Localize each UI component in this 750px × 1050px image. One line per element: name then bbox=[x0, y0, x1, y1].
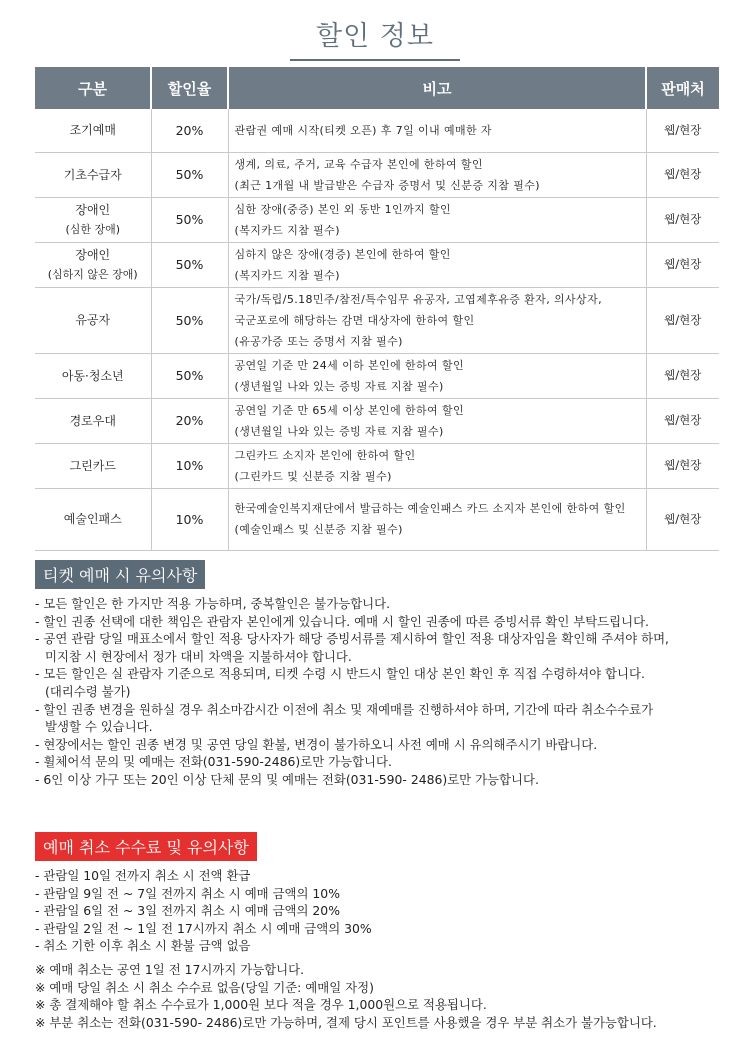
row-category bbox=[35, 109, 151, 152]
cancel-fee-item: - 관람일 6일 전 ~ 3일 전까지 취소 시 예매 금액의 20% bbox=[35, 903, 340, 919]
row-category bbox=[35, 398, 151, 443]
notice-item: - 모든 할인은 한 가지만 적용 가능하며, 중복할인은 불가능합니다. bbox=[35, 596, 391, 611]
table-row bbox=[35, 109, 719, 152]
header-shop: 판매처 bbox=[646, 67, 719, 109]
row-note bbox=[228, 398, 646, 443]
row-category-label: 조기예매 bbox=[69, 123, 116, 138]
table-row bbox=[35, 488, 719, 550]
row-note-line: (그린카드 및 신분증 지참 필수) bbox=[234, 469, 392, 483]
row-note-line: (복지카드 지참 필수) bbox=[234, 268, 340, 282]
row-category bbox=[35, 353, 151, 398]
row-category bbox=[35, 242, 151, 287]
table-row bbox=[35, 152, 719, 197]
ticket-notice-heading: 티켓 예매 시 유의사항 bbox=[35, 560, 205, 589]
row-note bbox=[228, 197, 646, 242]
row-note bbox=[228, 443, 646, 488]
page-title-wrap bbox=[0, 14, 750, 61]
row-shop: 웹/현장 bbox=[646, 242, 719, 287]
discount-table bbox=[35, 67, 719, 551]
row-rate: 50% bbox=[151, 197, 228, 242]
row-note-line: (생년월일 나와 있는 증빙 자료 지참 필수) bbox=[234, 424, 444, 438]
notice-item: 미지참 시 현장에서 정가 대비 차액을 지불하셔야 합니다. bbox=[45, 648, 352, 664]
row-rate: 50% bbox=[151, 152, 228, 197]
row-shop: 웹/현장 bbox=[646, 197, 719, 242]
row-category bbox=[35, 443, 151, 488]
row-note-line: 공연일 기준 만 65세 이상 본인에 한하여 할인 bbox=[234, 403, 465, 417]
row-category-label: 장애인 bbox=[75, 247, 111, 262]
row-rate: 50% bbox=[151, 353, 228, 398]
header-note: 비고 bbox=[228, 67, 646, 109]
row-category-label: 장애인 bbox=[75, 202, 111, 217]
cancel-heading: 예매 취소 수수료 및 유의사항 bbox=[35, 832, 257, 861]
table-row bbox=[35, 287, 719, 353]
ticket-notice-section bbox=[35, 560, 735, 789]
row-category-label: 유공자 bbox=[75, 313, 111, 327]
row-category-sub: (심하지 않은 장애) bbox=[47, 267, 138, 281]
cancel-section bbox=[35, 832, 735, 1031]
page-title: 할인 정보 bbox=[290, 14, 460, 61]
notice-item: - 모든 할인은 실 관람자 기준으로 적용되며, 티켓 수령 시 반드시 할인 대상 본인 확인 후 직접 수령하셔야 합니다. bbox=[35, 666, 645, 682]
row-shop: 웹/현장 bbox=[646, 488, 719, 550]
notice-item: (대리수령 불가) bbox=[45, 683, 131, 699]
row-category-label: 아동·청소년 bbox=[61, 368, 124, 383]
row-rate: 20% bbox=[151, 109, 228, 152]
row-note-line: 공연일 기준 만 24세 이하 본인에 한하여 할인 bbox=[234, 358, 465, 372]
row-note-line: 국가/독립/5.18민주/참전/특수임무 유공자, 고엽제후유증 환자, 의사상자, bbox=[234, 292, 602, 306]
row-shop: 웹/현장 bbox=[646, 443, 719, 488]
notice-item: - 휠체어석 문의 및 예매는 전화(031-590-2486)로만 가능합니다. bbox=[35, 754, 392, 770]
notice-item: - 할인 권종 변경을 원하실 경우 취소마감시간 이전에 취소 및 재예매를 진행하셔야 하며, 기간에 따라 취소수수료가 bbox=[35, 701, 654, 717]
row-category-label: 예술인패스 bbox=[63, 512, 122, 526]
row-note-line: 심하지 않은 장애(경증) 본인에 한하여 할인 bbox=[234, 247, 451, 261]
row-shop: 웹/현장 bbox=[646, 109, 719, 152]
cancel-notes-list bbox=[35, 961, 735, 1031]
cancel-note-item: ※ 총 결제해야 할 취소 수수료가 1,000원 보다 적을 경우 1,000원으로 적용됩니다. bbox=[35, 997, 487, 1013]
row-shop: 웹/현장 bbox=[646, 398, 719, 443]
row-category bbox=[35, 152, 151, 197]
cancel-note-item: ※ 예매 당일 취소 시 취소 수수료 없음(당일 기준: 예매일 자정) bbox=[35, 979, 374, 995]
row-note bbox=[228, 287, 646, 353]
row-rate: 10% bbox=[151, 443, 228, 488]
row-note bbox=[228, 109, 646, 152]
notice-item: - 공연 관람 당일 매표소에서 할인 적용 당사자가 해당 증빙서류를 제시하여 할인 적용 대상자임을 확인해 주셔야 하며, bbox=[35, 631, 669, 647]
cancel-fee-item: - 관람일 9일 전 ~ 7일 전까지 취소 시 예매 금액의 10% bbox=[35, 885, 340, 901]
cancel-fee-item: - 취소 기한 이후 취소 시 환불 금액 없음 bbox=[35, 938, 251, 954]
row-category-sub: (심한 장애) bbox=[65, 222, 121, 236]
row-note bbox=[228, 353, 646, 398]
row-category-label: 경로우대 bbox=[69, 413, 116, 428]
row-category-label: 기초수급자 bbox=[63, 167, 122, 182]
row-note-line: 생계, 의료, 주거, 교육 수급자 본인에 한하여 할인 bbox=[234, 157, 483, 171]
row-rate: 20% bbox=[151, 398, 228, 443]
row-category bbox=[35, 197, 151, 242]
row-note-line: (복지카드 지참 필수) bbox=[234, 223, 340, 237]
cancel-note-item: ※ 부분 취소는 전화(031-590- 2486)로만 가능하며, 결제 당시 포인트를 사용했을 경우 부분 취소가 불가능합니다. bbox=[35, 1014, 657, 1030]
table-row bbox=[35, 353, 719, 398]
notice-item: 발생할 수 있습니다. bbox=[45, 719, 153, 735]
cancel-fee-item: - 관람일 2일 전 ~ 1일 전 17시까지 취소 시 예매 금액의 30% bbox=[35, 920, 372, 936]
row-note-line: (최근 1개월 내 발급받은 수급자 증명서 및 신분증 지참 필수) bbox=[234, 178, 540, 192]
row-note-line: 그린카드 소지자 본인에 한하여 할인 bbox=[234, 448, 416, 462]
table-row bbox=[35, 398, 719, 443]
row-note-line: 심한 장애(중증) 본인 외 동반 1인까지 할인 bbox=[234, 202, 452, 216]
row-rate: 10% bbox=[151, 488, 228, 550]
row-note-line: 국군포로에 해당하는 감면 대상자에 한하여 할인 bbox=[234, 313, 475, 327]
row-category bbox=[35, 287, 151, 353]
row-note-line: (생년월일 나와 있는 증빙 자료 지참 필수) bbox=[234, 379, 444, 393]
row-rate: 50% bbox=[151, 287, 228, 353]
row-rate: 50% bbox=[151, 242, 228, 287]
table-row bbox=[35, 443, 719, 488]
table-row bbox=[35, 197, 719, 242]
table-row bbox=[35, 242, 719, 287]
row-shop: 웹/현장 bbox=[646, 287, 719, 353]
header-rate: 할인율 bbox=[151, 67, 228, 109]
cancel-fee-list bbox=[35, 867, 735, 955]
row-category-label: 그린카드 bbox=[69, 458, 116, 473]
cancel-note-item: ※ 예매 취소는 공연 1일 전 17시까지 가능합니다. bbox=[35, 961, 305, 977]
notice-item: - 할인 권종 선택에 대한 책임은 관람자 본인에게 있습니다. 예매 시 할인 권종에 따른 증빙서류 확인 부탁드립니다. bbox=[35, 613, 649, 629]
row-note-line: (예술인패스 및 신분증 지참 필수) bbox=[234, 523, 403, 536]
row-category bbox=[35, 488, 151, 550]
table-header-row bbox=[35, 67, 719, 109]
row-shop: 웹/현장 bbox=[646, 353, 719, 398]
notice-item: - 6인 이상 가구 또는 20인 이상 단체 문의 및 예매는 전화(031-590- 2486)로만 가능합니다. bbox=[35, 771, 539, 787]
cancel-fee-item: - 관람일 10일 전까지 취소 시 전액 환급 bbox=[35, 868, 251, 883]
row-note-line: 한국예술인복지재단에서 발급하는 예술인패스 카드 소지자 본인에 한하여 할인 bbox=[234, 502, 626, 515]
row-note bbox=[228, 488, 646, 550]
row-shop: 웹/현장 bbox=[646, 152, 719, 197]
row-note bbox=[228, 242, 646, 287]
row-note-line: (유공가증 또는 증명서 지참 필수) bbox=[234, 334, 403, 348]
row-note bbox=[228, 152, 646, 197]
ticket-notice-list bbox=[35, 595, 735, 789]
row-note-line: 관람권 예매 시작(티켓 오픈) 후 7일 이내 예매한 자 bbox=[234, 123, 492, 137]
notice-item: - 현장에서는 할인 권종 변경 및 공연 당일 환불, 변경이 불가하오니 사전 예매 시 유의해주시기 바랍니다. bbox=[35, 736, 598, 752]
header-category: 구분 bbox=[35, 67, 151, 109]
